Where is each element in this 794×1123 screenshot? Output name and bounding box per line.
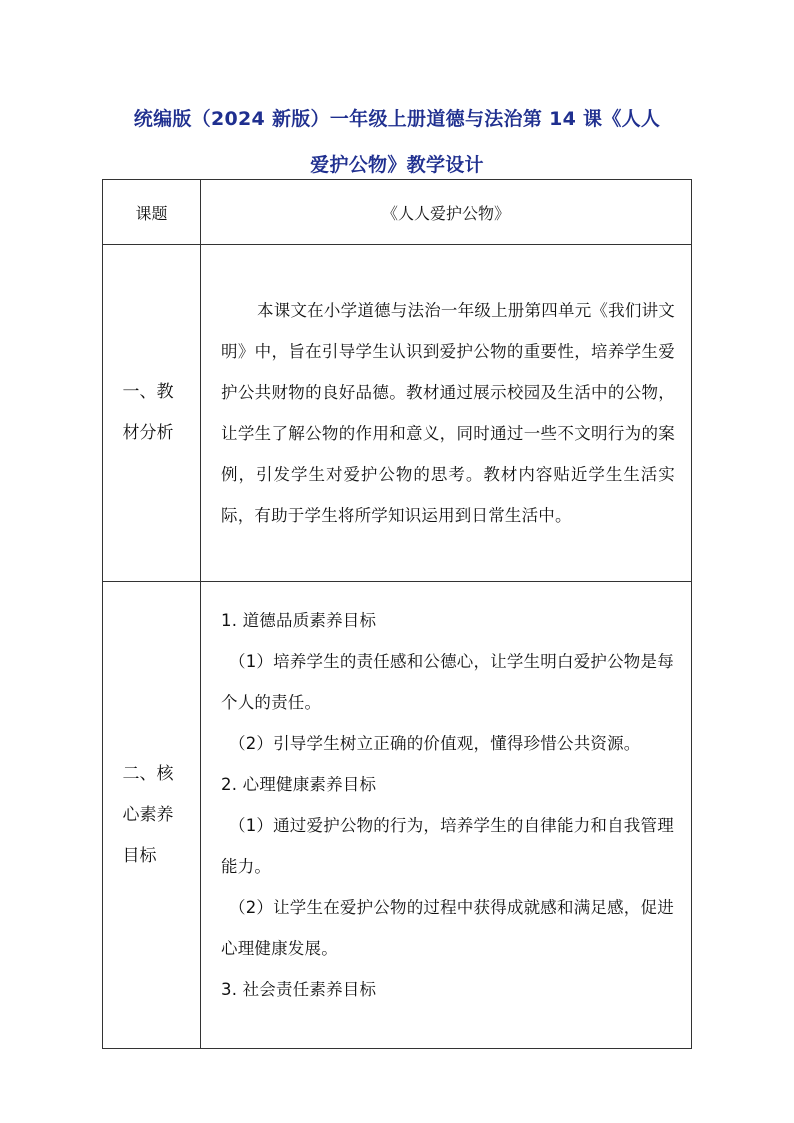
goals-label: 二、核心素养目标 [122,763,174,866]
analysis-label-cell [103,245,201,582]
title-line-1: 统编版（2024 新版）一年级上册道德与法治第 14 课《人人 [133,108,661,130]
goal-item-2-2: （2）让学生在爱护公物的过程中获得成就感和满足感，促进心理健康发展。 [221,898,674,958]
topic-value-cell [201,180,692,245]
goals-label-cell [103,582,201,1049]
goal-item-1-2: （2）引导学生树立正确的价值观，懂得珍惜公共资源。 [229,734,641,753]
analysis-label: 一、教材分析 [122,382,174,443]
topic-value: 《人人爱护公物》 [381,203,510,223]
analysis-text: 本课文在小学道德与法治一年级上册第四单元《我们讲文明》中，旨在引导学生认识到爱护公物的重要性，培养学生爱护公共财物的良好品德。教材通过展示校园及生活中的公物，让学生了解公物的作用和意义，同时通过一些不文明行为的案例，引发学生对爱护公物的思考。教材内容贴近学生生活实际，有助于学生将所学知识运用到日常生活中。 [221,301,675,525]
page-title [100,96,694,188]
topic-label-cell [103,180,201,245]
topic-label: 课题 [135,203,168,223]
table-row-analysis [103,245,692,582]
analysis-text-cell [201,245,692,582]
table-row-topic [103,180,692,245]
goal-heading-3: 3. 社会责任素养目标 [221,980,377,999]
goal-heading-1: 1. 道德品质素养目标 [221,611,377,630]
lesson-design-table [102,179,692,1049]
goal-item-1-1: （1）培养学生的责任感和公德心，让学生明白爱护公物是每个人的责任。 [221,652,674,712]
goal-item-2-1: （1）通过爱护公物的行为，培养学生的自律能力和自我管理能力。 [221,816,674,876]
title-line-2: 爱护公物》教学设计 [310,154,484,176]
goal-heading-2: 2. 心理健康素养目标 [221,775,377,794]
goals-content-cell [201,582,692,1049]
table-row-goals [103,582,692,1049]
